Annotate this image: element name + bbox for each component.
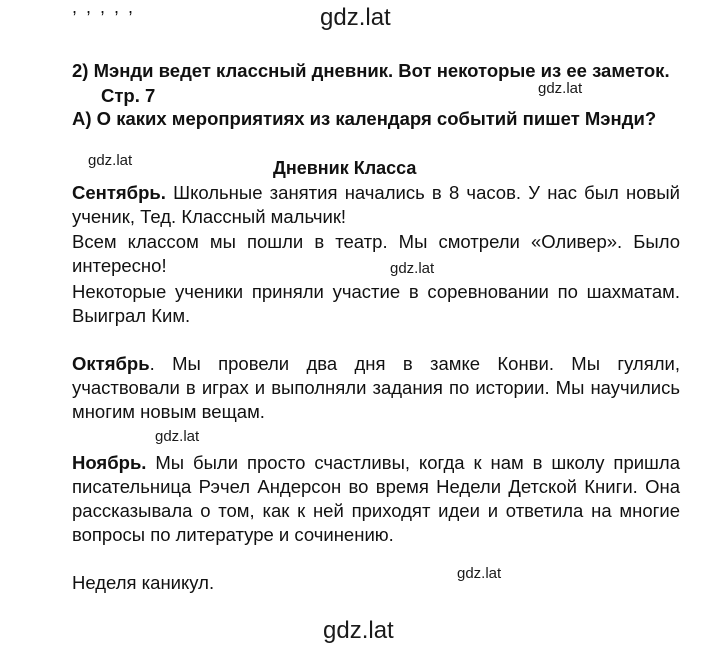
september-paragraph-3: Некоторые ученики приняли участие в соревновании по шахматам. Выиграл Ким. bbox=[72, 281, 680, 326]
task-heading: 2) Мэнди ведет классный дневник. Вот некоторые из ее заметок. bbox=[72, 60, 670, 81]
october-paragraph bbox=[72, 352, 680, 424]
month-november: Ноябрь. bbox=[72, 452, 147, 473]
watermark-mid-para: gdz.lat bbox=[390, 260, 435, 277]
november-text: Мы были просто счастливы, когда к нам в школу пришла писательница Рэчел Андерсон во время Недели Детской Книги. Она рассказывала о том, как к ней приходят идеи и ответила на многие вопросы по литературе и сочинению. bbox=[72, 452, 680, 545]
november-paragraph bbox=[72, 451, 680, 547]
watermark-top: gdz.lat bbox=[320, 4, 391, 31]
watermark-holiday: gdz.lat bbox=[457, 565, 502, 582]
september-paragraph-1 bbox=[72, 181, 680, 229]
diary-title: Дневник Класса bbox=[273, 158, 417, 178]
watermark-bottom: gdz.lat bbox=[323, 617, 394, 644]
september-paragraph-2: Всем классом мы пошли в театр. Мы смотрели «Оливер». Было интересно! bbox=[72, 231, 680, 276]
task-page-ref: Стр. 7 bbox=[101, 85, 156, 106]
october-text: . Мы провели два дня в замке Конви. Мы гуляли, участвовали в играх и выполняли задания по истории. Мы научились многим новым вещам. bbox=[72, 353, 680, 422]
holiday-note: Неделя каникул. bbox=[72, 572, 215, 593]
watermark-left-title: gdz.lat bbox=[88, 152, 133, 169]
watermark-right-task: gdz.lat bbox=[538, 80, 583, 97]
task-question: А) О каких мероприятиях из календаря событий пишет Мэнди? bbox=[72, 108, 657, 129]
watermark-before-november: gdz.lat bbox=[155, 428, 200, 445]
month-october: Октябрь bbox=[72, 353, 150, 374]
september-text-1: Школьные занятия начались в 8 часов. У нас был новый ученик, Тед. Классный мальчик! bbox=[72, 182, 680, 227]
month-september: Сентябрь. bbox=[72, 182, 166, 203]
cropped-text-line: , , , , , bbox=[72, 6, 136, 17]
